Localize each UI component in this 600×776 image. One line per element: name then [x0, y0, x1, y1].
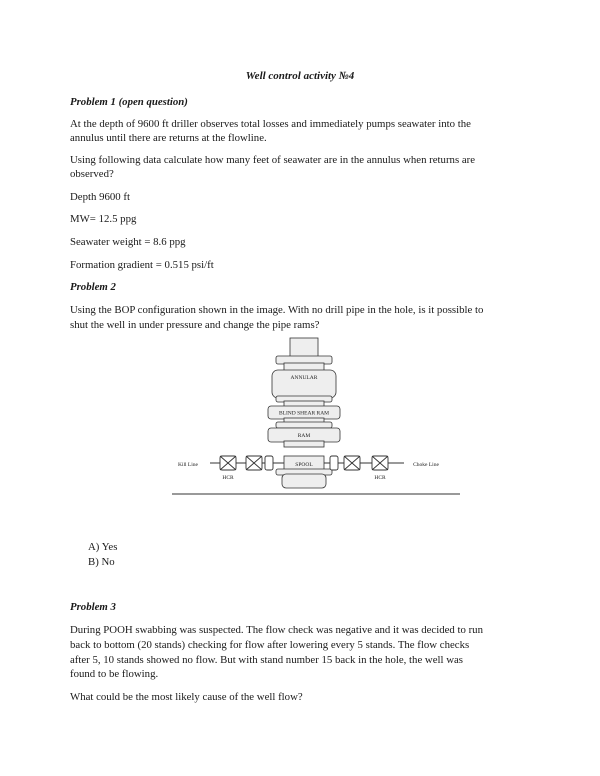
choke-valve-1	[344, 456, 360, 470]
choke-line-label: Choke Line	[413, 462, 439, 468]
problem1-formation-gradient: Formation gradient = 0.515 psi/ft	[70, 259, 214, 271]
problem1-para2-line1: Using following data calculate how many feet of seawater are in the annulus when returns are	[70, 154, 476, 166]
problem3-para-line2: back to bottom (20 stands) checking for flow after lowering every 5 stands. The flow checks	[70, 639, 470, 651]
wellhead	[282, 474, 326, 488]
problem2-heading: Problem 2	[70, 281, 116, 293]
problem1-depth: Depth 9600 ft	[70, 191, 130, 203]
hcr-left-label: HCR	[222, 475, 234, 481]
problem1-para2-line2: observed?	[70, 168, 114, 180]
kill-valve-1	[220, 456, 236, 470]
problem1-mud-weight: MW= 12.5 ppg	[70, 213, 137, 225]
problem1-seawater-weight: Seawater weight = 8.6 ppg	[70, 236, 186, 248]
option-yes[interactable]: A) Yes	[88, 541, 118, 553]
problem1-para1-line2: annulus until there are returns at the flowline.	[70, 132, 267, 144]
bop-diagram	[160, 332, 460, 502]
problem1-para1-line1: At the depth of 9600 ft driller observes total losses and immediately pumps seawater into the	[70, 118, 471, 130]
problem2-options	[88, 540, 117, 570]
hcr-right-label: HCR	[374, 475, 386, 481]
problem3-para-line1: During POOH swabbing was suspected. The flow check was negative and it was decided to run	[70, 624, 483, 636]
problem3-para-line3: after 5, 10 stands showed no flow. But with stand number 15 back in the hole, the well was	[70, 654, 464, 666]
annular-label: ANNULAR	[290, 375, 318, 381]
blind-shear-label: BLIND SHEAR RAM	[278, 410, 330, 417]
kill-line-label: Kill Line	[177, 462, 199, 468]
ram-label: RAM	[297, 433, 311, 439]
problem3-heading: Problem 3	[70, 601, 116, 613]
choke-valve-2	[372, 456, 388, 470]
problem3-para-line4: found to be flowing.	[70, 668, 159, 680]
problem3-question: What could be the most likely cause of the well flow?	[70, 691, 303, 703]
spool-label: SPOOL	[295, 462, 313, 468]
problem2-question-line1: Using the BOP configuration shown in the image. With no drill pipe in the hole, is it possible to	[70, 304, 484, 316]
kill-valve-2	[246, 456, 262, 470]
problem1-heading: Problem 1 (open question)	[70, 96, 188, 108]
option-no[interactable]: B) No	[88, 556, 115, 568]
page-title: Well control activity №4	[245, 70, 355, 82]
problem2-question-line2: shut the well in under pressure and change the pipe rams?	[70, 319, 320, 331]
